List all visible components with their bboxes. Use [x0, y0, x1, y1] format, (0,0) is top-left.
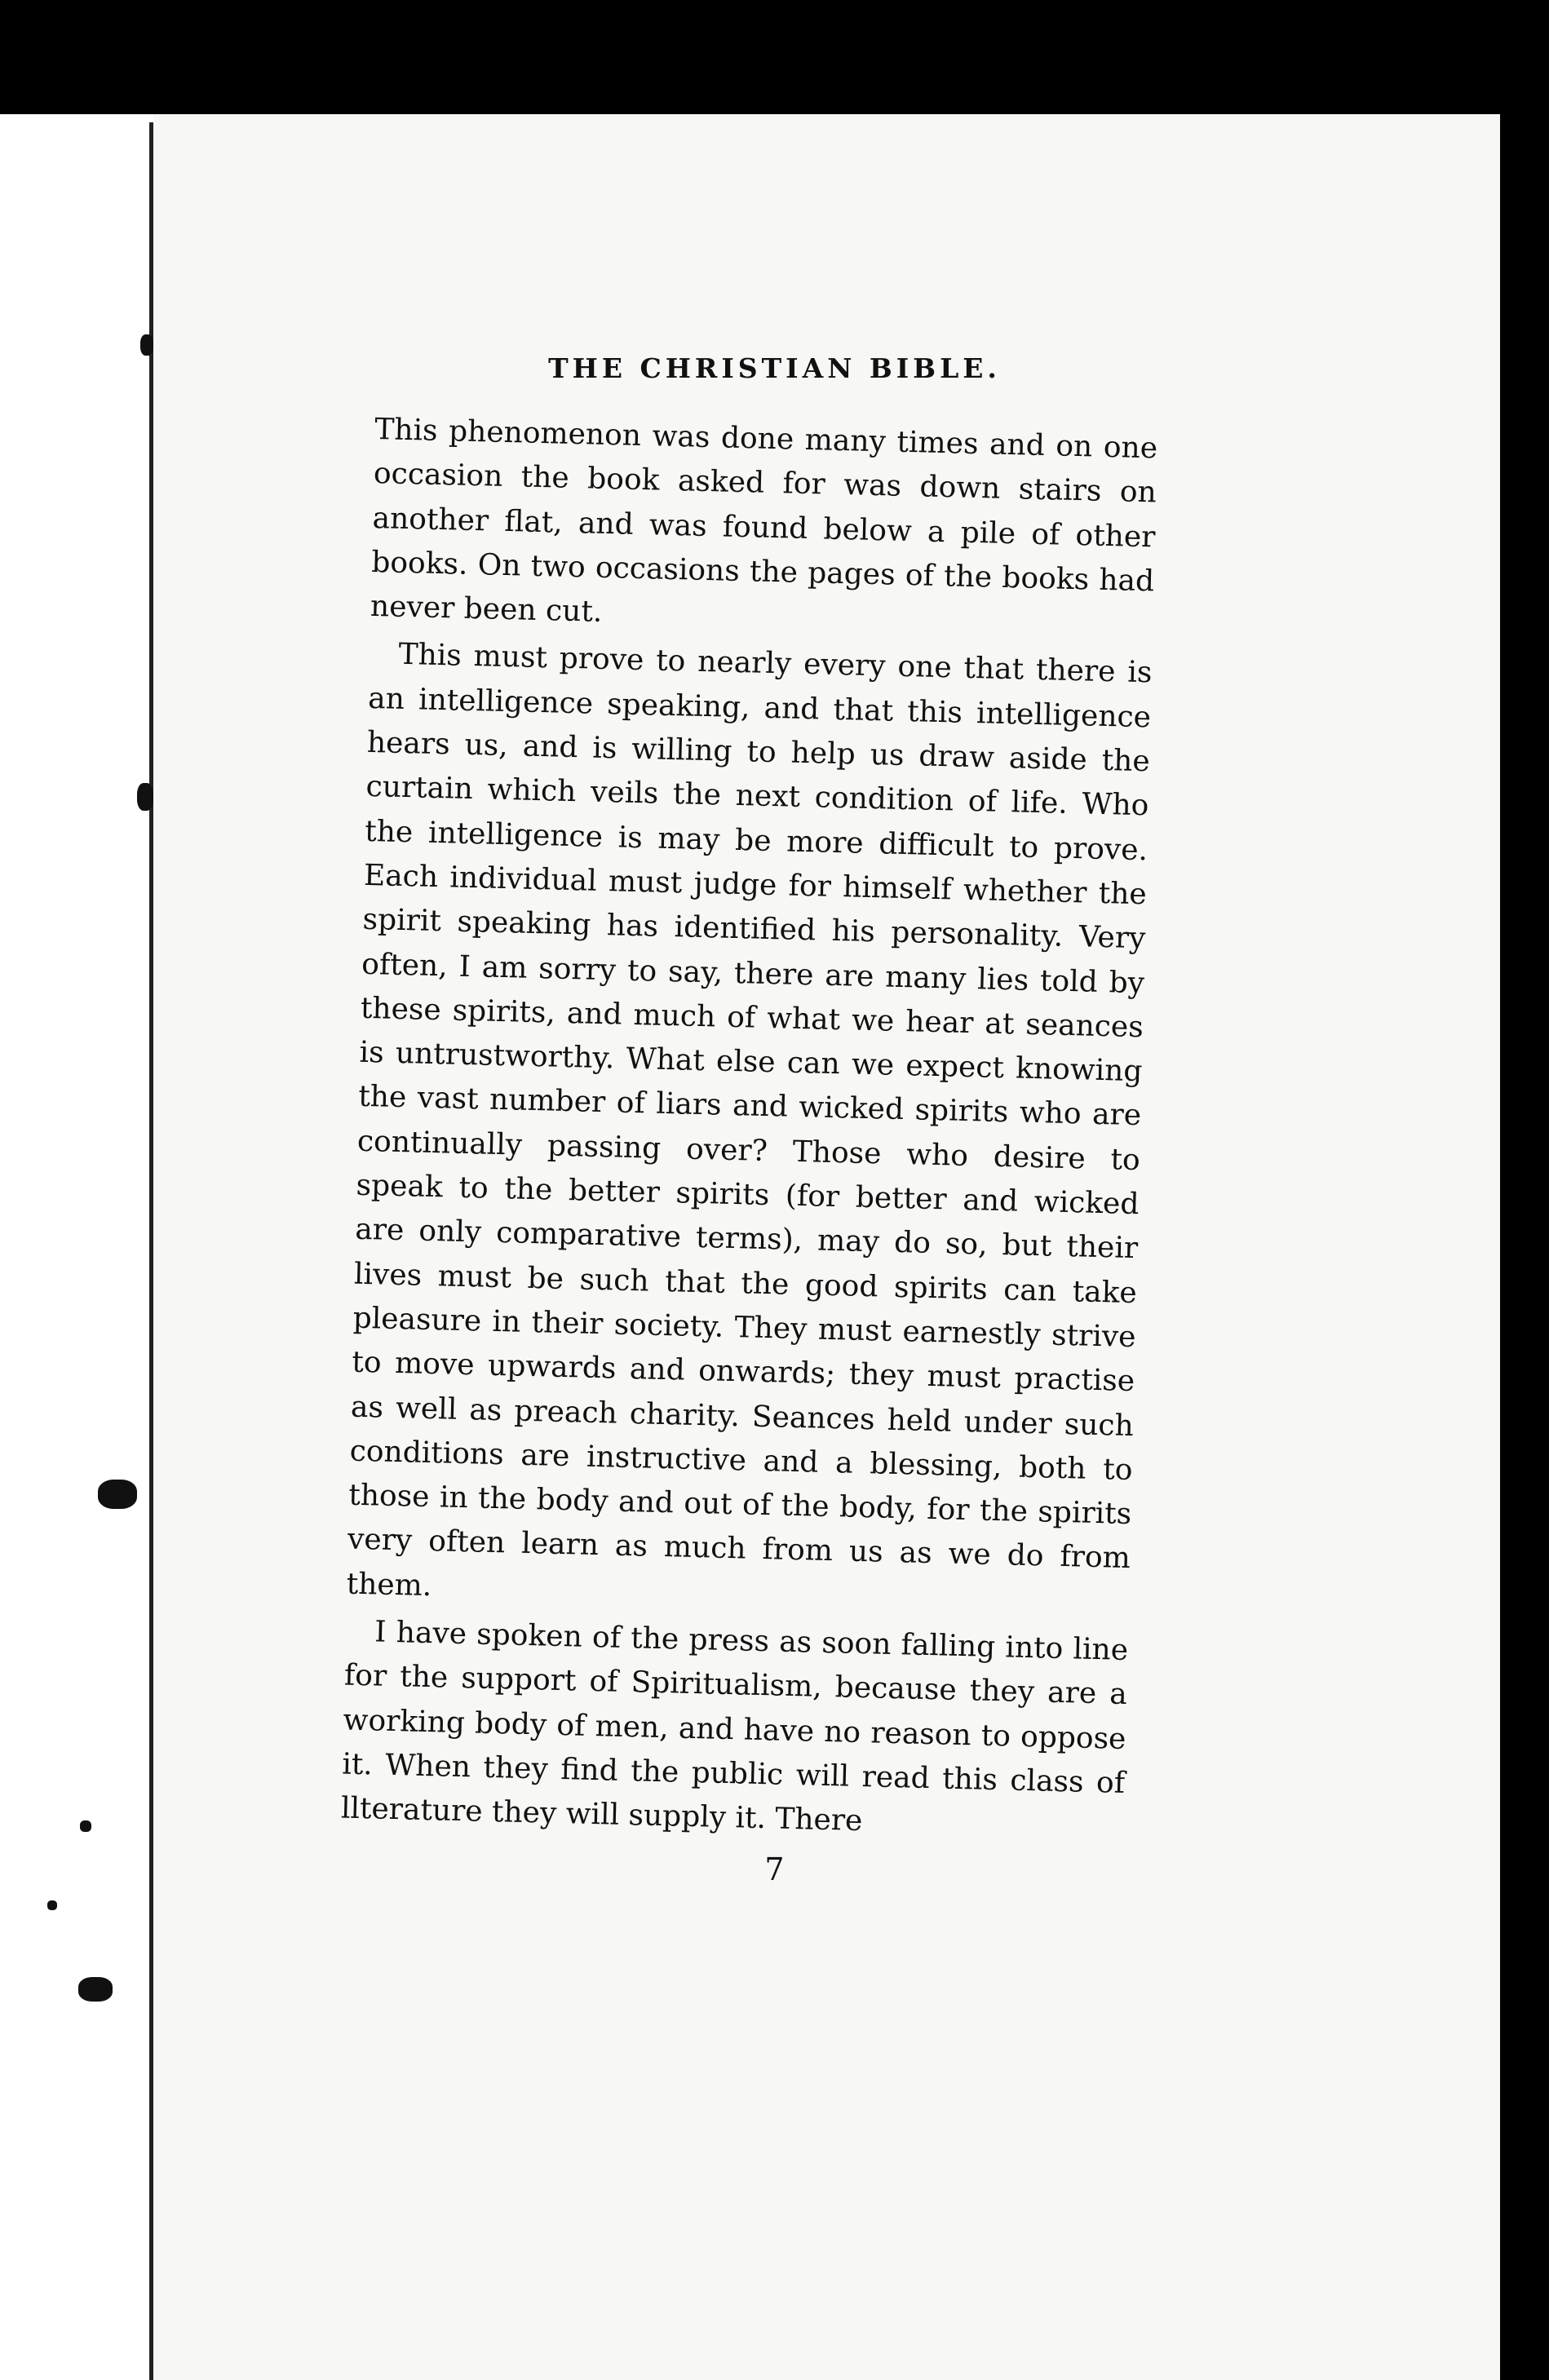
margin-blot — [80, 1820, 91, 1832]
body-text — [340, 408, 1157, 1850]
page-number: 7 — [764, 1851, 785, 1887]
scan-border-top — [0, 0, 1549, 114]
margin-blot — [98, 1480, 137, 1509]
paragraph: This must prove to nearly every one that there is an intelligence speaking, and that this intelligence hears us, and is willing to help us draw aside the curtain which veils the next condition of life. Who the intelligence is may be more difficult to prove. Each individual must judge for himself whether the spirit speaking has identified his personality. Very often, I am sorry to say, there are many lies told by these spirits, and much of what we hear at seances is untrustworthy. What else can we expect knowing the vast number of liars and wicked spirits who are continually passing over? Those who desire to speak to the better spirits (for better and wicked are only comparative terms), may do so, but their lives must be such that the good spirits can take pleasure in their society. They must earnestly strive to move upwards and onwards; they must practise as well as preach charity. Seances held under such conditions are instructive and a blessing, both to those in the body and out of the body, for the spirits very often learn as much from us as we do from them. — [346, 638, 1153, 1603]
page-binding-edge — [149, 122, 153, 2380]
margin-blot — [78, 1977, 113, 2002]
running-header: THE CHRISTIAN BIBLE. — [548, 352, 1001, 384]
paragraph: This phenomenon was done many times and on one occasion the book asked for was down stairs on another flat, and was found below a pile of other books. On two occasions the pages of the books had never been cut. — [370, 412, 1158, 630]
margin-blot — [47, 1900, 57, 1910]
paragraph: I have spoken of the press as soon falling into line for the support of Spiritualism, because they are a working body of men, and have no reason to oppose it. When they find the public will read this class of llterature they will supply it. There — [340, 1615, 1129, 1838]
margin-blot — [137, 783, 153, 811]
